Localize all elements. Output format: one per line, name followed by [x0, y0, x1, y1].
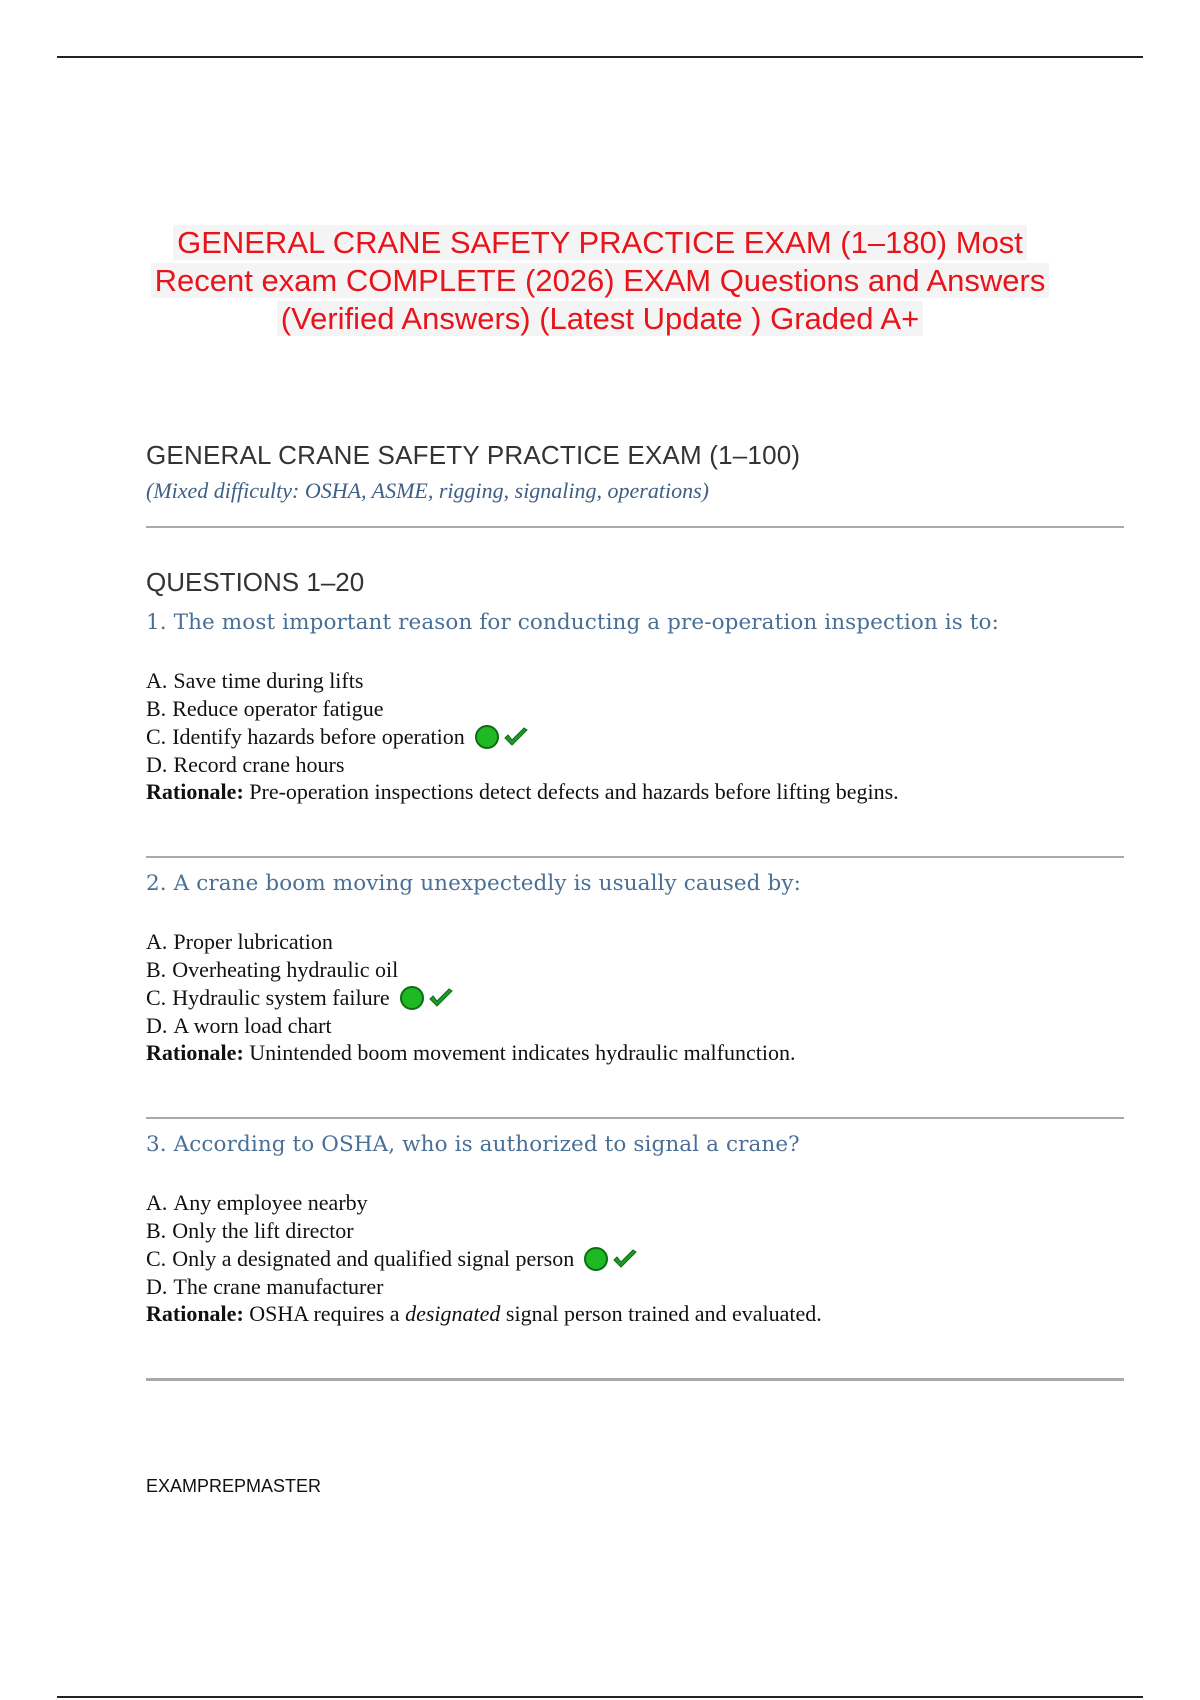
answer-option-a: [146, 667, 1124, 695]
option-text: Identify hazards before operation: [172, 724, 465, 749]
option-letter: B.: [146, 957, 167, 982]
correct-answer-mark: [584, 1247, 639, 1271]
rationale-emphasis: designated: [405, 1301, 501, 1326]
rationale-text: Unintended boom movement indicates hydraulic malfunction.: [243, 1040, 796, 1065]
option-letter: C.: [146, 985, 167, 1010]
option-letter: A.: [146, 1190, 168, 1215]
checkmark-icon: [427, 986, 455, 1010]
answer-option-a: [146, 1189, 1124, 1217]
document-title-line-2: Recent exam COMPLETE (2026) EXAM Questions and Answers: [151, 263, 1050, 298]
rationale-text-start: OSHA requires a: [243, 1301, 406, 1326]
rationale-label: Rationale:: [146, 1040, 244, 1065]
question-divider: [146, 1117, 1124, 1119]
rationale-label: Rationale:: [146, 1301, 244, 1326]
option-letter: A.: [146, 929, 168, 954]
page-bottom-rule: [57, 1696, 1143, 1698]
answer-option-d: [146, 751, 1124, 779]
green-circle-icon: [400, 986, 424, 1010]
exam-heading: GENERAL CRANE SAFETY PRACTICE EXAM (1–100): [146, 440, 801, 470]
option-text: A worn load chart: [173, 1013, 332, 1038]
rationale-text: Pre-operation inspections detect defects and hazards before lifting begins.: [243, 779, 899, 804]
option-letter: B.: [146, 696, 167, 721]
document-title-line-1: GENERAL CRANE SAFETY PRACTICE EXAM (1–180) Most: [173, 225, 1027, 260]
answer-option-b: [146, 956, 1124, 984]
question-title: 1. The most important reason for conducting a pre-operation inspection is to:: [146, 610, 999, 635]
checkmark-icon: [502, 725, 530, 749]
option-letter: C.: [146, 1246, 167, 1271]
section-heading: QUESTIONS 1–20: [146, 567, 365, 597]
question-title: 3. According to OSHA, who is authorized to signal a crane?: [146, 1132, 800, 1157]
option-text: Overheating hydraulic oil: [172, 957, 399, 982]
option-letter: B.: [146, 1218, 167, 1243]
option-text: Only a designated and qualified signal person: [172, 1246, 575, 1271]
question-3: [146, 1131, 1124, 1327]
footer-brand: EXAMPREPMASTER: [146, 1476, 322, 1496]
question-divider: [146, 1378, 1124, 1381]
section-divider: [146, 526, 1124, 528]
rationale: [146, 1040, 1124, 1066]
option-text: Only the lift director: [172, 1218, 354, 1243]
question-2: [146, 870, 1124, 1066]
green-circle-icon: [475, 725, 499, 749]
green-circle-icon: [584, 1247, 608, 1271]
answer-option-b: [146, 695, 1124, 723]
exam-subtitle: (Mixed difficulty: OSHA, ASME, rigging, signaling, operations): [146, 478, 709, 503]
answer-option-b: [146, 1217, 1124, 1245]
option-letter: A.: [146, 668, 168, 693]
option-text: Proper lubrication: [173, 929, 333, 954]
option-text: Hydraulic system failure: [172, 985, 390, 1010]
correct-answer-mark: [475, 725, 530, 749]
option-text: The crane manufacturer: [173, 1274, 384, 1299]
answer-option-c-correct: [146, 984, 1124, 1012]
document-title: [140, 224, 1060, 338]
option-letter: D.: [146, 752, 168, 777]
page-top-rule: [57, 56, 1143, 58]
rationale: [146, 1301, 1124, 1327]
option-text: Any employee nearby: [173, 1190, 368, 1215]
question-1: [146, 609, 1124, 805]
option-text: Save time during lifts: [173, 668, 364, 693]
rationale-label: Rationale:: [146, 779, 244, 804]
option-letter: D.: [146, 1013, 168, 1038]
answer-option-c-correct: [146, 723, 1124, 751]
rationale: [146, 779, 1124, 805]
question-title: 2. A crane boom moving unexpectedly is usually caused by:: [146, 871, 801, 896]
answer-option-d: [146, 1273, 1124, 1301]
answer-option-c-correct: [146, 1245, 1124, 1273]
option-letter: D.: [146, 1274, 168, 1299]
answer-option-a: [146, 928, 1124, 956]
option-text: Record crane hours: [173, 752, 345, 777]
document-title-line-3: (Verified Answers) (Latest Update ) Graded A+: [277, 301, 923, 336]
checkmark-icon: [611, 1247, 639, 1271]
answer-option-d: [146, 1012, 1124, 1040]
option-letter: C.: [146, 724, 167, 749]
question-divider: [146, 856, 1124, 858]
correct-answer-mark: [400, 986, 455, 1010]
rationale-text-end: signal person trained and evaluated.: [500, 1301, 822, 1326]
option-text: Reduce operator fatigue: [172, 696, 384, 721]
